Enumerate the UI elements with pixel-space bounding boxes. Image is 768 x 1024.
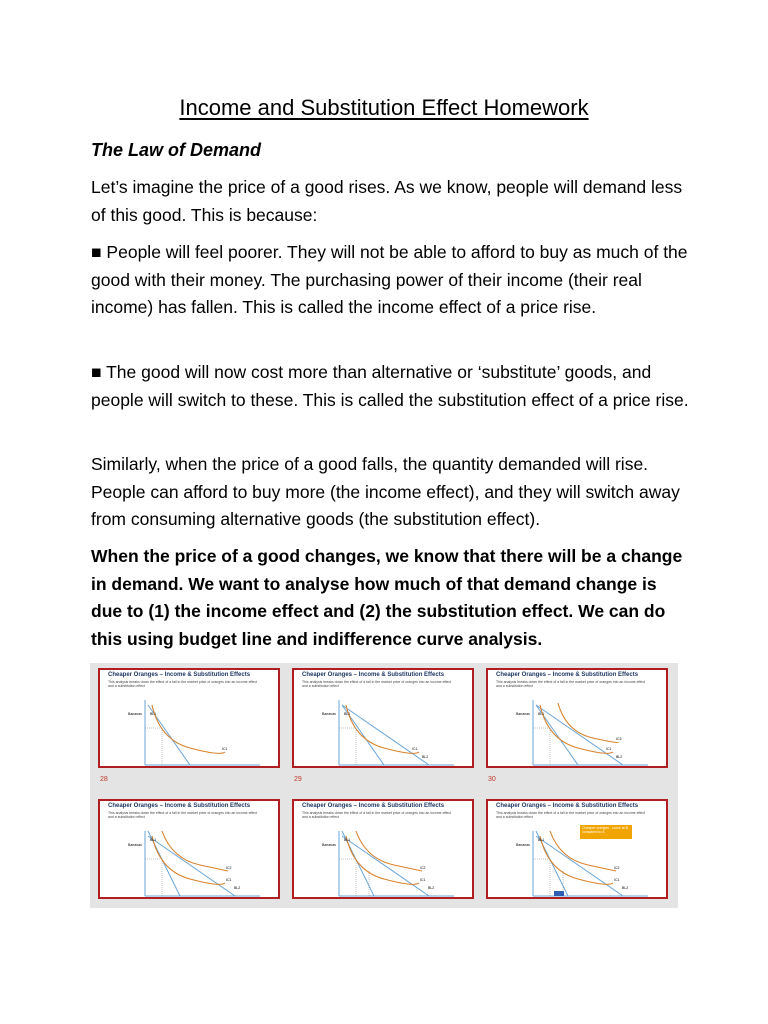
paragraph-analysis: When the price of a good changes, we know that there will be a change in demand. We want to analyse how much of that demand change is due to (1) the income effect and (2) the substitution effect. We can do this using budget line and indifference curve analysis. — [91, 546, 683, 649]
page-title: Income and Substitution Effect Homework — [179, 95, 589, 120]
svg-text:Oranges: Oranges — [220, 898, 234, 901]
point-a-label: A — [160, 766, 163, 770]
paragraph-substitution-effect: ■ The good will now cost more than alternative or ‘substitute’ goods, and people will switch to these. This is called the substitution effect of a price rise. — [91, 362, 689, 410]
slide-subtitle: This analysis breaks down the effect of a fall in the market price of oranges into an income effect and a substitution effect — [302, 680, 452, 688]
svg-text:Bananas: Bananas — [516, 843, 530, 847]
slide-callout: Cheaper oranges - curve at B compared to A — [580, 825, 632, 839]
effect-arrow — [554, 891, 564, 896]
svg-text:Oranges: Oranges — [608, 898, 622, 901]
indifference-curve-diagram — [488, 670, 668, 768]
svg-text:IC2: IC2 — [420, 866, 426, 870]
slide-number: 28 — [100, 776, 108, 783]
indifference-curve-2 — [162, 831, 228, 871]
svg-text:BL2: BL2 — [428, 886, 435, 890]
y-axis-label: Bananas — [128, 712, 142, 716]
svg-text:Bananas: Bananas — [322, 712, 336, 716]
slide-title: Cheaper Oranges – Income & Substitution Effects — [496, 803, 639, 809]
svg-text:BL2: BL2 — [616, 755, 623, 759]
svg-text:A: A — [548, 766, 551, 770]
svg-text:BL1: BL1 — [344, 712, 351, 716]
svg-text:B: B — [368, 897, 371, 901]
svg-text:A: A — [548, 897, 551, 901]
slide-thumbnail[interactable] — [98, 799, 280, 899]
indifference-curve-diagram — [294, 670, 474, 768]
indifference-curve-diagram — [294, 801, 474, 899]
slide-title: Cheaper Oranges – Income & Substitution Effects — [108, 803, 251, 809]
svg-text:A: A — [354, 897, 357, 901]
slide-number: 30 — [488, 776, 496, 783]
section-heading: The Law of Demand — [91, 140, 262, 160]
svg-text:B: B — [566, 897, 569, 901]
svg-text:Oranges: Oranges — [414, 767, 428, 770]
svg-text:IC2: IC2 — [614, 866, 620, 870]
svg-text:Bananas: Bananas — [128, 843, 142, 847]
slide-thumbnail[interactable] — [292, 668, 474, 768]
slide-subtitle: This analysis breaks down the effect of a fall in the market price of oranges into an income effect and a substitution effect — [496, 680, 646, 688]
svg-text:BL1: BL1 — [538, 712, 545, 716]
svg-text:IC1: IC1 — [614, 878, 620, 882]
svg-text:BL1: BL1 — [538, 838, 545, 842]
svg-text:IC1: IC1 — [420, 878, 426, 882]
paragraph-price-falls: Similarly, when the price of a good falls, the quantity demanded will rise. People can afford to buy more (the income effect), and they will switch away from consuming alternative goods (the substitution effect). — [91, 454, 680, 529]
slide-thumbnail[interactable] — [486, 668, 668, 768]
slide-title: Cheaper Oranges – Income & Substitution Effects — [496, 672, 639, 678]
svg-text:BL2: BL2 — [234, 886, 241, 890]
ic1-label: IC1 — [222, 747, 228, 751]
svg-text:IC1: IC1 — [606, 747, 612, 751]
slide-thumbnail[interactable] — [292, 799, 474, 899]
slide-subtitle: This analysis breaks down the effect of a fall in the market price of oranges into an income effect and a substitution effect — [496, 811, 646, 819]
svg-text:IC2: IC2 — [226, 866, 232, 870]
svg-text:BL2: BL2 — [422, 755, 429, 759]
indifference-curve-diagram — [100, 801, 280, 899]
svg-text:IC3: IC3 — [616, 737, 622, 741]
slide-thumbnail[interactable] — [486, 799, 668, 899]
svg-text:IC1: IC1 — [412, 747, 418, 751]
slide-thumbnails-panel — [90, 663, 678, 908]
indifference-curve-diagram — [488, 801, 668, 899]
indifference-curve-diagram — [100, 670, 280, 768]
slide-subtitle: This analysis breaks down the effect of a fall in the market price of oranges into an income effect and a substitution effect — [108, 811, 258, 819]
slide-subtitle: This analysis breaks down the effect of a fall in the market price of oranges into an income effect and a substitution effect — [108, 680, 258, 688]
budget-line-1-label: BL1 — [150, 712, 157, 716]
slide-title: Cheaper Oranges – Income & Substitution Effects — [302, 803, 445, 809]
svg-text:Bananas: Bananas — [322, 843, 336, 847]
slide-number: 29 — [294, 776, 302, 783]
svg-text:BL1: BL1 — [150, 838, 157, 842]
svg-text:BL2: BL2 — [622, 886, 629, 890]
indifference-curve-3 — [558, 703, 618, 743]
svg-text:A: A — [160, 897, 163, 901]
svg-text:Oranges: Oranges — [608, 767, 622, 770]
budget-line-2 — [342, 705, 429, 765]
x-axis-label: Oranges — [220, 767, 234, 770]
svg-text:A: A — [354, 766, 357, 770]
svg-text:BL1: BL1 — [344, 838, 351, 842]
svg-text:Bananas: Bananas — [516, 712, 530, 716]
svg-text:Oranges: Oranges — [414, 898, 428, 901]
slide-subtitle: This analysis breaks down the effect of a fall in the market price of oranges into an income effect and a substitution effect — [302, 811, 452, 819]
slide-title: Cheaper Oranges – Income & Substitution Effects — [302, 672, 445, 678]
paragraph-income-effect: ■ People will feel poorer. They will not be able to afford to buy as much of the good with their money. The purchasing power of their income (their real income) has fallen. This is called the income effect of a price rise. — [91, 242, 688, 317]
slide-thumbnail[interactable] — [98, 668, 280, 768]
svg-text:IC1: IC1 — [226, 878, 232, 882]
indifference-curve-1 — [152, 705, 225, 753]
paragraph-intro: Let’s imagine the price of a good rises. As we know, people will demand less of this good. This is because: — [91, 177, 683, 225]
slide-title: Cheaper Oranges – Income & Substitution Effects — [108, 672, 251, 678]
indifference-curve-1 — [346, 705, 419, 753]
